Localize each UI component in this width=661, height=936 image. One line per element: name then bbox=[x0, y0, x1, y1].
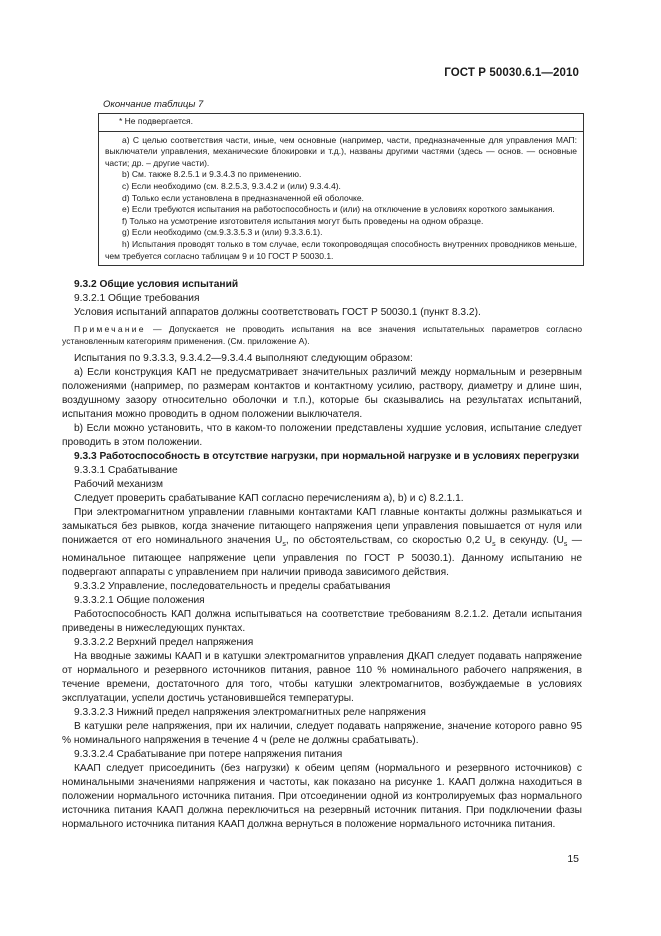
heading-9-3-3: 9.3.3 Работоспособность в отсутствие нагрузки, при нормальной нагрузке и в условиях перегрузки bbox=[74, 451, 580, 463]
paragraph: Следует проверить срабатывание КАП согласно перечислениям a), b) и c) 8.2.1.1. bbox=[74, 493, 464, 505]
paragraph: Условия испытаний аппаратов должны соответствовать ГОСТ Р 50030.1 (пункт 8.3.2). bbox=[74, 307, 481, 318]
footnote-d: d) Только если установлена в предназначенной ей оболочке. bbox=[122, 192, 364, 203]
page-number: 15 bbox=[567, 853, 579, 865]
footnote-c: c) Если необходимо (см. 8.2.5.3, 9.3.4.2 и (или) 9.3.4.4). bbox=[122, 180, 341, 191]
subheading: Рабочий механизм bbox=[74, 479, 164, 491]
heading-9-3-3-2-1: 9.3.3.2.1 Общие положения bbox=[74, 595, 205, 607]
footnote-a: а) С целью соответствия части, иные, чем основные (например, части, предназначенные для управления МАП: выключатели управления, механические блокировки и т.д.), названы другими частями (здесь — основ. — основные части; др. – другие части). bbox=[105, 134, 577, 168]
paragraph: В катушки реле напряжения, при их наличии, следует подавать напряжение, значение которого равно 95 % номинального напряжения в течение 4 ч (реле не должны срабатывать). bbox=[62, 721, 582, 747]
paragraph: Испытания по 9.3.3.3, 9.3.4.2—9.3.4.4 выполняют следующим образом: bbox=[74, 353, 413, 365]
heading-9-3-3-2: 9.3.3.2 Управление, последовательность и пределы срабатывания bbox=[74, 581, 391, 593]
footnote-list bbox=[99, 132, 583, 266]
heading-9-3-2: 9.3.2 Общие условия испытаний bbox=[74, 279, 239, 290]
footnote-b: b) См. также 8.2.5.1 и 9.3.4.3 по применению. bbox=[122, 169, 302, 180]
main-text bbox=[62, 278, 582, 832]
footnote-table bbox=[98, 113, 584, 266]
table-head-row: * Не подвергается. bbox=[99, 114, 583, 132]
list-item-a: a) Если конструкция КАП не предусматривает значительных различий между нормальным и резервным положениями (например, по размерам контактов и контактному усилию, раствору, диаметру и длине шин, воздушному зазору относительно оболочки и т.п.), которые бы сказывались на результатах испытаний, испытания можно проводить в одном положении выключателя. bbox=[62, 367, 582, 421]
document-code: ГОСТ Р 50030.6.1—2010 bbox=[444, 67, 579, 79]
paragraph-voltage: При электромагнитном управлении главными контактами КАП главные контакты должны размыкаться и замыкаться без рывков, когда значение питающего напряжения цепи управления повышается от нуля или понижается от его номинального значения $U_s$, по обстоятельствам, со скоростью 0,2 $U_s$ в секунду. ($U_s$ — номинальное питающее напряжение цепи управления по ГОСТ Р 50030.1). Данному испытанию не подвергают аппараты с управлением при наличии привода зависимого действия. bbox=[62, 507, 582, 579]
note-lead: Примечание bbox=[74, 324, 146, 334]
heading-9-3-3-2-3: 9.3.3.2.3 Нижний предел напряжения электромагнитных реле напряжения bbox=[74, 707, 426, 719]
paragraph: На вводные зажимы КААП и в катушки электромагнитов управления ДКАП следует подавать напряжение от нормального и резервного источников питания, равное 110 % номинального рабочего напряжения, в течение времени, достаточного для того, чтобы катушки электромагнитов, возбуждаемые в условиях эксплуатации, успели достичь установившейся температуры. bbox=[62, 651, 582, 705]
heading-9-3-3-2-2: 9.3.3.2.2 Верхний предел напряжения bbox=[74, 637, 254, 649]
heading-9-3-3-1: 9.3.3.1 Срабатывание bbox=[74, 465, 178, 477]
list-item-b: b) Если можно установить, что в каком-то положении представлены худшие условия, испытание следует проводить в этом положении. bbox=[62, 423, 582, 449]
note bbox=[62, 324, 582, 347]
heading-9-3-3-2-4: 9.3.3.2.4 Срабатывание при потере напряжения питания bbox=[74, 749, 343, 761]
table-caption: Окончание таблицы 7 bbox=[103, 99, 204, 110]
paragraph: КААП следует присоединить (без нагрузки) к обеим цепям (нормального и резервного источников) с номинальными значениями напряжения и частоты, как показано на рисунке 1. КААП должна находиться в положении нормального источника питания. При отсоединении одной из контролируемых фаз нормального источника питания КААП должна переключиться на резервный источник питания. При подключении фазы нормального источника питания КААП должна вернуться в положение нормального источника питания. bbox=[62, 763, 582, 831]
footnote-g: g) Если необходимо (см.9.3.3.5.3 и (или) 9.3.3.6.1). bbox=[122, 227, 323, 238]
footnote-h: h) Испытания проводят только в том случае, если токопроводящая способность внутренних проводников меньше, чем требуется согласно таблицам 9 и 10 ГОСТ Р 50030.1. bbox=[105, 238, 577, 261]
heading-9-3-2-1: 9.3.2.1 Общие требования bbox=[74, 293, 200, 304]
note-text: — Допускается не проводить испытания на все значения испытательных параметров согласно установленным категориям применения. (См. приложение А). bbox=[62, 324, 582, 346]
paragraph: Работоспособность КАП должна испытываться на соответствие требованиям 8.2.1.2. Детали испытания приведены в нижеследующих пунктах. bbox=[62, 609, 582, 635]
footnote-f: f) Только на усмотрение изготовителя испытания могут быть проведены на одном образце. bbox=[122, 215, 484, 226]
footnote-e: e) Если требуются испытания на работоспособность и (или) на отключение в условиях короткого замыкания. bbox=[122, 204, 555, 215]
